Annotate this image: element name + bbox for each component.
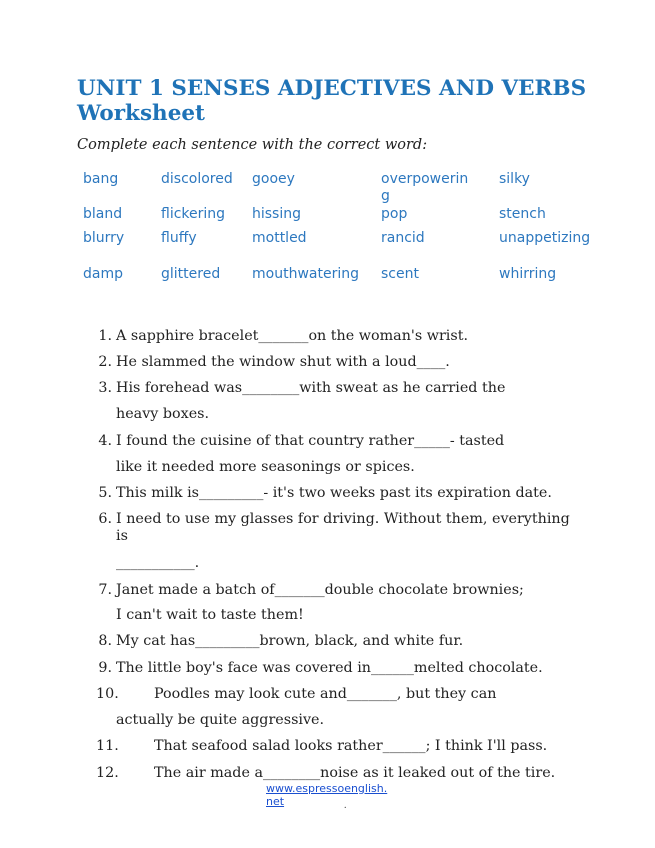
word-bank-item: scent <box>381 266 419 282</box>
word-bank-item: stench <box>499 206 546 222</box>
word-bank-item: overpowering <box>381 171 469 204</box>
word-bank-item: unappetizing <box>499 230 591 246</box>
word-bank-item: rancid <box>381 230 425 246</box>
word-bank-item: glittered <box>161 266 221 282</box>
word-bank-item: flickering <box>161 206 226 222</box>
word-bank-item: discolored <box>161 171 233 187</box>
word-bank-item: damp <box>83 266 123 282</box>
sentence-text: My cat has_________brown, black, and white fur. <box>116 633 464 649</box>
sentence-number: 1. <box>98 328 112 344</box>
sentence-number: 10. <box>96 686 119 702</box>
sentence-text: ___________. <box>116 555 200 571</box>
word-bank-item: whirring <box>499 266 557 282</box>
sentence-text: His forehead was________with sweat as he carried the <box>116 380 506 396</box>
sentence-text: The little boy's face was covered in______melted chocolate. <box>116 660 543 676</box>
footer-mark: . <box>344 800 347 811</box>
word-bank-item: mottled <box>252 230 307 246</box>
sentence-text: The air made a________noise as it leaked out of the tire. <box>154 765 556 781</box>
sentence-text: I can't wait to taste them! <box>116 607 304 623</box>
sentence-number: 7. <box>98 582 112 598</box>
word-bank-item: gooey <box>252 171 295 187</box>
word-bank-item: silky <box>499 171 530 187</box>
sentence-text: A sapphire bracelet_______on the woman's wrist. <box>116 328 468 344</box>
sentence-text: That seafood salad looks rather______; I think I'll pass. <box>154 738 548 754</box>
sentence-number: 8. <box>98 633 112 649</box>
sentence-text: I found the cuisine of that country rather_____- tasted <box>116 433 505 449</box>
word-bank-item: hissing <box>252 206 301 222</box>
sentence-text: He slammed the window shut with a loud____. <box>116 354 450 370</box>
word-bank-item: pop <box>381 206 408 222</box>
sentence-text: is <box>116 528 128 544</box>
sentence-number: 6. <box>98 511 112 527</box>
word-bank-item: fluffy <box>161 230 197 246</box>
sentence-text: actually be quite aggressive. <box>116 712 325 728</box>
word-bank-item: bland <box>83 206 123 222</box>
word-bank-item: mouthwatering <box>252 266 359 282</box>
word-bank-item: blurry <box>83 230 125 246</box>
sentence-number: 9. <box>98 660 112 676</box>
page-title: UNIT 1 SENSES ADJECTIVES AND VERBS Worksheet <box>77 76 587 126</box>
sentence-number: 5. <box>98 485 112 501</box>
sentence-text: Janet made a batch of_______double chocolate brownies; <box>116 582 524 598</box>
word-bank-item: bang <box>83 171 119 187</box>
footer-link[interactable]: www.espressoenglish.net <box>266 782 388 808</box>
sentence-text: This milk is_________- it's two weeks past its expiration date. <box>116 485 552 501</box>
sentence-number: 2. <box>98 354 112 370</box>
sentence-text: heavy boxes. <box>116 406 210 422</box>
sentence-number: 3. <box>98 380 112 396</box>
sentence-text: Poodles may look cute and_______, but they can <box>154 686 497 702</box>
instruction-text: Complete each sentence with the correct word: <box>77 137 428 153</box>
sentence-text: I need to use my glasses for driving. Without them, everything <box>116 511 570 527</box>
sentence-number: 12. <box>96 765 119 781</box>
sentence-number: 11. <box>96 738 119 754</box>
sentence-number: 4. <box>98 433 112 449</box>
sentence-text: like it needed more seasonings or spices. <box>116 459 415 475</box>
